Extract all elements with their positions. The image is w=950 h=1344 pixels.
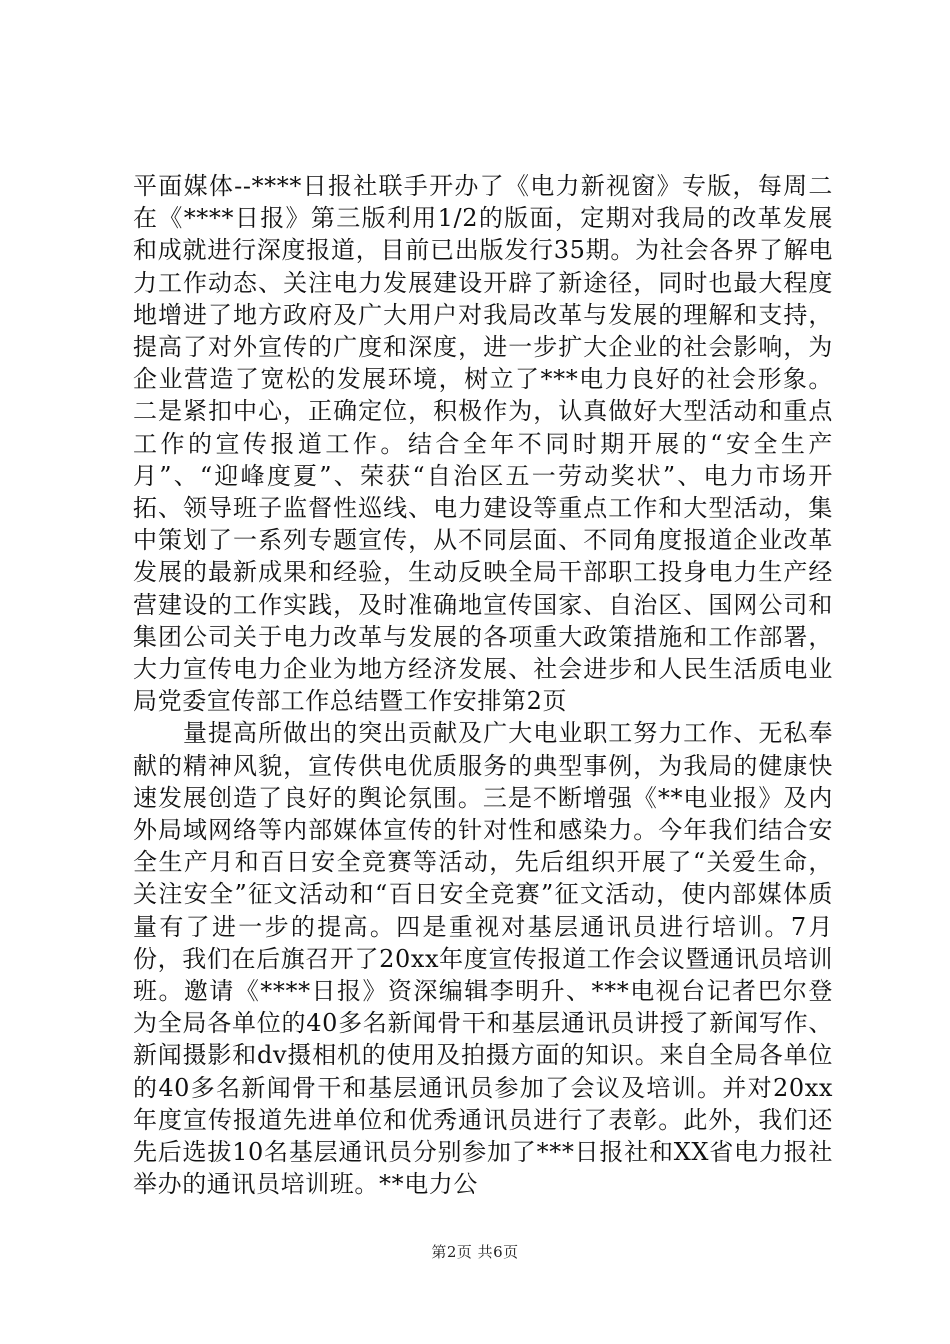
document-body [133, 170, 833, 1201]
paragraph-2: 量提高所做出的突出贡献及广大电业职工努力工作、无私奉献的精神风貌，宣传供电优质服务的典型事例，为我局的健康快速发展创造了良好的舆论氛围。三是不断增强《**电业报》及内外局域网络等内部媒体宣传的针对性和感染力。今年我们结合安全生产月和百日安全竞赛等活动，先后组织开展了“关爱生命，关注安全”征文活动和“百日安全竞赛”征文活动，使内部媒体质量有了进一步的提高。四是重视对基层通讯员进行培训。7月份，我们在后旗召开了20xx年度宣传报道工作会议暨通讯员培训班。邀请《****日报》资深编辑李明升、***电视台记者巴尔登为全局各单位的40多名新闻骨干和基层通讯员讲授了新闻写作、新闻摄影和dv摄相机的使用及拍摄方面的知识。来自全局各单位的40多名新闻骨干和基层通讯员参加了会议及培训。并对20xx年度宣传报道先进单位和优秀通讯员进行了表彰。此外，我们还先后选拔10名基层通讯员分别参加了***日报社和XX省电力报社举办的通讯员培训班。**电力公 [133, 719, 833, 1199]
paragraph-1: 平面媒体--****日报社联手开办了《电力新视窗》专版，每周二在《****日报》第三版利用1/2的版面，定期对我局的改革发展和成就进行深度报道，目前已出版发行35期。为社会各界了解电力工作动态、关注电力发展建设开辟了新途径，同时也最大程度地增进了地方政府及广大用户对我局改革与发展的理解和支持，提高了对外宣传的广度和深度，进一步扩大企业的社会影响，为企业营造了宽松的发展环境，树立了***电力良好的社会形象。二是紧扣中心，正确定位，积极作为，认真做好大型活动和重点工作的宣传报道工作。结合全年不同时期开展的“安全生产月”、“迎峰度夏”、荣获“自治区五一劳动奖状”、电力市场开拓、领导班子监督性巡线、电力建设等重点工作和大型活动，集中策划了一系列专题宣传，从不同层面、不同角度报道企业改革发展的最新成果和经验，生动反映全局干部职工投身电力生产经营建设的工作实践，及时准确地宣传国家、自治区、国网公司和集团公司关于电力改革与发展的各项重大政策措施和工作部署，大力宣传电力企业为地方经济发展、社会进步和人民生活质电业局党委宣传部工作总结暨工作安排第2页 [133, 172, 833, 716]
page-footer: 第2页 共6页 [431, 1243, 519, 1261]
